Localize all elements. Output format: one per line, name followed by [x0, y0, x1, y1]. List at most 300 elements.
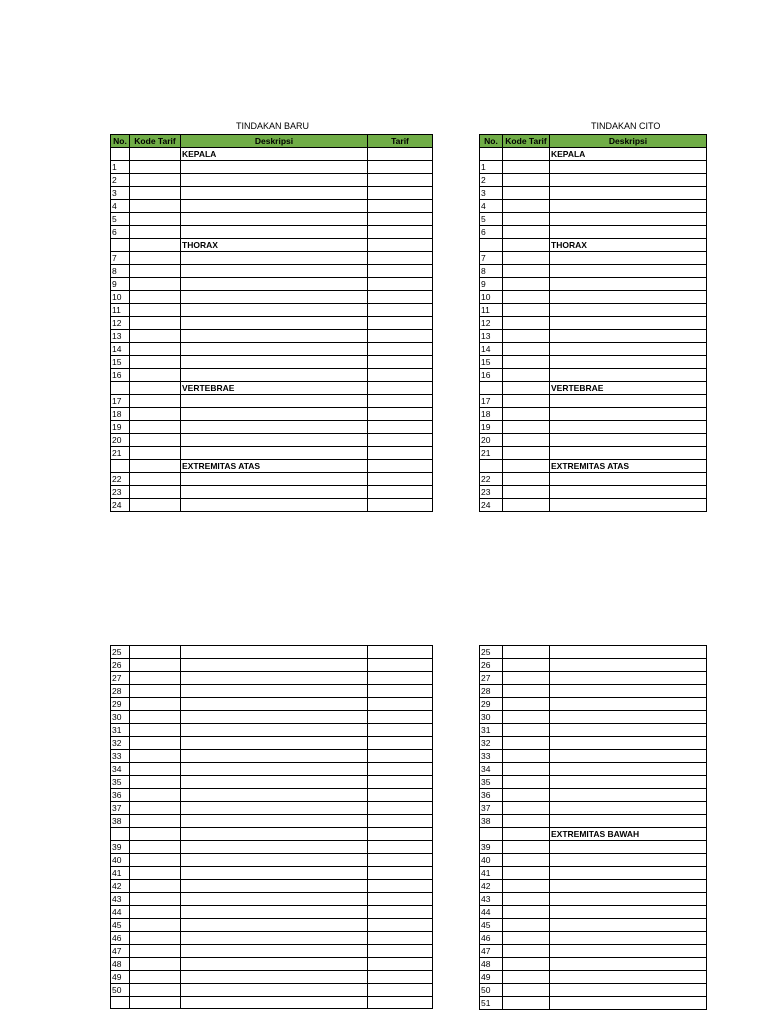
deskripsi-cell [181, 737, 368, 750]
table-row [480, 763, 707, 776]
kode-tarif-cell [130, 200, 181, 213]
kode-tarif-cell [503, 698, 550, 711]
tarif-cell [368, 213, 433, 226]
tarif-cell [368, 724, 433, 737]
deskripsi-cell [181, 356, 368, 369]
tarif-cell [368, 473, 433, 486]
kode-tarif-cell [503, 421, 550, 434]
deskripsi-cell [550, 304, 707, 317]
kode-tarif-cell [130, 447, 181, 460]
table-row [111, 944, 433, 957]
row-number-cell [111, 239, 130, 252]
row-number-cell: 8 [480, 265, 503, 278]
kode-tarif-cell [503, 278, 550, 291]
tarif-cell [368, 265, 433, 278]
table-row [111, 763, 433, 776]
deskripsi-cell [550, 802, 707, 815]
row-number-cell: 19 [480, 421, 503, 434]
tarif-cell [368, 460, 433, 473]
row-number-cell: 43 [111, 892, 130, 905]
table-row [111, 252, 433, 265]
deskripsi-cell [550, 369, 707, 382]
kode-tarif-cell [503, 499, 550, 512]
kode-tarif-cell [503, 486, 550, 499]
row-number-cell: 23 [480, 486, 503, 499]
table-row [480, 919, 707, 932]
kode-tarif-cell [130, 408, 181, 421]
table-row [111, 213, 433, 226]
kode-tarif-cell [130, 996, 181, 1009]
kode-tarif-cell [130, 776, 181, 789]
deskripsi-cell [550, 226, 707, 239]
row-number-cell: 50 [111, 983, 130, 996]
table-row [480, 161, 707, 174]
kode-tarif-cell [503, 252, 550, 265]
kode-tarif-cell [503, 971, 550, 984]
tarif-cell [368, 866, 433, 879]
deskripsi-cell [550, 646, 707, 659]
row-number-cell: 41 [480, 867, 503, 880]
row-number-cell: 44 [111, 905, 130, 918]
deskripsi-cell [550, 698, 707, 711]
kode-tarif-cell [503, 434, 550, 447]
table-row [111, 317, 433, 330]
deskripsi-cell [550, 854, 707, 867]
table-row [111, 866, 433, 879]
table-row [480, 278, 707, 291]
kode-tarif-cell [130, 239, 181, 252]
table-row [111, 892, 433, 905]
row-number-cell [480, 382, 503, 395]
deskripsi-cell [550, 945, 707, 958]
tindakan-cito-table-bottom [479, 645, 707, 1010]
deskripsi-cell [181, 421, 368, 434]
row-number-cell [111, 996, 130, 1009]
kode-tarif-cell [503, 867, 550, 880]
tarif-cell [368, 252, 433, 265]
row-number-cell: 18 [111, 408, 130, 421]
tarif-cell [368, 174, 433, 187]
deskripsi-cell [181, 408, 368, 421]
col-header-no: No. [480, 135, 503, 148]
row-number-cell: 1 [480, 161, 503, 174]
table-row [480, 265, 707, 278]
col-header-deskripsi: Deskripsi [181, 135, 368, 148]
kode-tarif-cell [130, 659, 181, 672]
row-number-cell: 33 [480, 750, 503, 763]
kode-tarif-cell [503, 291, 550, 304]
section-row [480, 239, 707, 252]
table-row [480, 997, 707, 1010]
table-row [111, 265, 433, 278]
row-number-cell: 13 [111, 330, 130, 343]
tarif-cell [368, 646, 433, 659]
tarif-cell [368, 983, 433, 996]
section-row [480, 460, 707, 473]
deskripsi-cell [181, 905, 368, 918]
kode-tarif-cell [130, 892, 181, 905]
table-row [480, 356, 707, 369]
table-row [111, 672, 433, 685]
deskripsi-cell [181, 983, 368, 996]
row-number-cell: 32 [111, 737, 130, 750]
kode-tarif-cell [503, 763, 550, 776]
deskripsi-cell [181, 330, 368, 343]
kode-tarif-cell [503, 854, 550, 867]
deskripsi-cell [181, 853, 368, 866]
row-number-cell: 47 [111, 944, 130, 957]
kode-tarif-cell [130, 789, 181, 802]
table-row [111, 486, 433, 499]
row-number-cell: 30 [480, 711, 503, 724]
deskripsi-cell [550, 659, 707, 672]
row-number-cell: 5 [480, 213, 503, 226]
row-number-cell: 12 [480, 317, 503, 330]
kode-tarif-cell [503, 356, 550, 369]
row-number-cell: 10 [480, 291, 503, 304]
row-number-cell: 11 [480, 304, 503, 317]
kode-tarif-cell [130, 473, 181, 486]
kode-tarif-cell [503, 997, 550, 1010]
table-row [111, 174, 433, 187]
kode-tarif-cell [130, 434, 181, 447]
table-row [111, 447, 433, 460]
kode-tarif-cell [130, 685, 181, 698]
deskripsi-cell [181, 802, 368, 815]
kode-tarif-cell [503, 161, 550, 174]
row-number-cell: 32 [480, 737, 503, 750]
tarif-cell [368, 421, 433, 434]
table-row [480, 421, 707, 434]
deskripsi-cell [181, 957, 368, 970]
deskripsi-cell [181, 879, 368, 892]
tarif-cell [368, 187, 433, 200]
row-number-cell: 19 [111, 421, 130, 434]
table-row [480, 893, 707, 906]
table-row [480, 802, 707, 815]
deskripsi-cell [550, 356, 707, 369]
deskripsi-cell [181, 304, 368, 317]
deskripsi-cell [181, 200, 368, 213]
kode-tarif-cell [130, 187, 181, 200]
table-row [111, 711, 433, 724]
table-row [111, 879, 433, 892]
row-number-cell: 45 [111, 918, 130, 931]
deskripsi-cell [550, 685, 707, 698]
tarif-cell [368, 815, 433, 828]
row-number-cell: 31 [111, 724, 130, 737]
deskripsi-cell [550, 343, 707, 356]
tarif-cell [368, 330, 433, 343]
table-row [111, 802, 433, 815]
table-row [111, 291, 433, 304]
tarif-cell [368, 161, 433, 174]
kode-tarif-cell [503, 711, 550, 724]
table-row [480, 317, 707, 330]
tarif-cell [368, 802, 433, 815]
table-row [480, 932, 707, 945]
row-number-cell: 18 [480, 408, 503, 421]
deskripsi-cell [550, 750, 707, 763]
table-row [111, 737, 433, 750]
tarif-cell [368, 996, 433, 1009]
deskripsi-cell [550, 473, 707, 486]
kode-tarif-cell [503, 148, 550, 161]
col-header-deskripsi: Deskripsi [550, 135, 707, 148]
deskripsi-cell [181, 343, 368, 356]
tarif-cell [368, 776, 433, 789]
tarif-cell [368, 343, 433, 356]
deskripsi-cell [181, 672, 368, 685]
deskripsi-cell [550, 278, 707, 291]
table-row [480, 776, 707, 789]
kode-tarif-cell [503, 685, 550, 698]
table-row [111, 685, 433, 698]
table-row [480, 395, 707, 408]
kode-tarif-cell [503, 213, 550, 226]
kode-tarif-cell [130, 763, 181, 776]
tarif-cell [368, 944, 433, 957]
kode-tarif-cell [503, 304, 550, 317]
row-number-cell: 26 [111, 659, 130, 672]
table-row [480, 685, 707, 698]
row-number-cell [111, 148, 130, 161]
tarif-cell [368, 317, 433, 330]
table-row [480, 226, 707, 239]
row-number-cell: 46 [111, 931, 130, 944]
table-row [111, 473, 433, 486]
deskripsi-cell [181, 763, 368, 776]
row-number-cell: 20 [111, 434, 130, 447]
kode-tarif-cell [503, 239, 550, 252]
deskripsi-cell [181, 776, 368, 789]
row-number-cell [480, 828, 503, 841]
kode-tarif-cell [503, 369, 550, 382]
table-row [111, 970, 433, 983]
kode-tarif-cell [130, 148, 181, 161]
section-row [111, 239, 433, 252]
row-number-cell: 6 [480, 226, 503, 239]
kode-tarif-cell [130, 698, 181, 711]
table-row [480, 499, 707, 512]
deskripsi-cell [181, 486, 368, 499]
deskripsi-cell [550, 486, 707, 499]
deskripsi-cell [550, 724, 707, 737]
kode-tarif-cell [503, 473, 550, 486]
deskripsi-cell [550, 499, 707, 512]
table-row [480, 304, 707, 317]
table-row [111, 499, 433, 512]
kode-tarif-cell [130, 278, 181, 291]
section-label: EXTREMITAS BAWAH [550, 828, 707, 841]
kode-tarif-cell [130, 382, 181, 395]
section-row [111, 382, 433, 395]
row-number-cell: 16 [111, 369, 130, 382]
tarif-cell [368, 711, 433, 724]
kode-tarif-cell [503, 880, 550, 893]
row-number-cell: 34 [480, 763, 503, 776]
kode-tarif-cell [130, 304, 181, 317]
kode-tarif-cell [130, 421, 181, 434]
kode-tarif-cell [130, 161, 181, 174]
table-row [111, 408, 433, 421]
section-row [480, 828, 707, 841]
kode-tarif-cell [503, 330, 550, 343]
kode-tarif-cell [503, 828, 550, 841]
kode-tarif-cell [503, 395, 550, 408]
deskripsi-cell [181, 698, 368, 711]
tarif-cell [368, 892, 433, 905]
tarif-cell [368, 382, 433, 395]
table-row [480, 200, 707, 213]
kode-tarif-cell [130, 265, 181, 278]
section-row [480, 382, 707, 395]
row-number-cell: 20 [480, 434, 503, 447]
row-number-cell: 28 [480, 685, 503, 698]
kode-tarif-cell [130, 970, 181, 983]
kode-tarif-cell [130, 486, 181, 499]
tarif-cell [368, 356, 433, 369]
tarif-cell [368, 434, 433, 447]
kode-tarif-cell [130, 317, 181, 330]
table-row [480, 724, 707, 737]
deskripsi-cell [181, 685, 368, 698]
kode-tarif-cell [130, 802, 181, 815]
tarif-cell [368, 828, 433, 841]
row-number-cell: 35 [111, 776, 130, 789]
kode-tarif-cell [130, 944, 181, 957]
table-row [480, 737, 707, 750]
section-label: KEPALA [550, 148, 707, 161]
row-number-cell: 17 [111, 395, 130, 408]
row-number-cell: 2 [480, 174, 503, 187]
kode-tarif-cell [130, 983, 181, 996]
table-row [111, 659, 433, 672]
row-number-cell: 42 [111, 879, 130, 892]
kode-tarif-cell [130, 291, 181, 304]
table-row [111, 278, 433, 291]
table-row [111, 304, 433, 317]
deskripsi-cell [181, 789, 368, 802]
tarif-cell [368, 486, 433, 499]
tarif-cell [368, 200, 433, 213]
deskripsi-cell [181, 473, 368, 486]
table-row [111, 931, 433, 944]
deskripsi-cell [550, 789, 707, 802]
tarif-cell [368, 291, 433, 304]
table-row [111, 840, 433, 853]
row-number-cell: 43 [480, 893, 503, 906]
deskripsi-cell [550, 971, 707, 984]
deskripsi-cell [181, 815, 368, 828]
kode-tarif-cell [503, 460, 550, 473]
row-number-cell: 47 [480, 945, 503, 958]
tarif-cell [368, 499, 433, 512]
row-number-cell [480, 460, 503, 473]
kode-tarif-cell [130, 343, 181, 356]
kode-tarif-cell [503, 187, 550, 200]
deskripsi-cell [181, 711, 368, 724]
table-row [480, 750, 707, 763]
row-number-cell: 23 [111, 486, 130, 499]
tarif-cell [368, 408, 433, 421]
deskripsi-cell [550, 841, 707, 854]
kode-tarif-cell [130, 226, 181, 239]
deskripsi-cell [181, 646, 368, 659]
row-number-cell: 37 [480, 802, 503, 815]
table-row [480, 646, 707, 659]
tarif-cell [368, 278, 433, 291]
row-number-cell: 21 [111, 447, 130, 460]
deskripsi-cell [550, 265, 707, 278]
table-row [111, 434, 433, 447]
row-number-cell: 11 [111, 304, 130, 317]
row-number-cell: 3 [480, 187, 503, 200]
row-number-cell: 50 [480, 984, 503, 997]
deskripsi-cell [550, 893, 707, 906]
deskripsi-cell [550, 421, 707, 434]
kode-tarif-cell [130, 828, 181, 841]
table-row [111, 905, 433, 918]
kode-tarif-cell [503, 919, 550, 932]
section-label: EXTREMITAS ATAS [550, 460, 707, 473]
table-row [111, 226, 433, 239]
table-row [480, 291, 707, 304]
kode-tarif-cell [503, 815, 550, 828]
table-row [111, 853, 433, 866]
left-table-title: TINDAKAN BARU [236, 121, 310, 131]
row-number-cell: 14 [480, 343, 503, 356]
kode-tarif-cell [130, 460, 181, 473]
deskripsi-cell [181, 892, 368, 905]
row-number-cell: 25 [111, 646, 130, 659]
table-row [480, 213, 707, 226]
section-row [111, 828, 433, 841]
kode-tarif-cell [503, 317, 550, 330]
row-number-cell: 35 [480, 776, 503, 789]
row-number-cell: 1 [111, 161, 130, 174]
kode-tarif-cell [130, 330, 181, 343]
deskripsi-cell [181, 499, 368, 512]
kode-tarif-cell [503, 447, 550, 460]
kode-tarif-cell [503, 984, 550, 997]
table-row [480, 369, 707, 382]
row-number-cell: 27 [111, 672, 130, 685]
row-number-cell: 7 [111, 252, 130, 265]
kode-tarif-cell [503, 802, 550, 815]
kode-tarif-cell [130, 499, 181, 512]
kode-tarif-cell [130, 213, 181, 226]
right-table-title: TINDAKAN CITO [591, 121, 661, 131]
table-row [480, 473, 707, 486]
row-number-cell: 5 [111, 213, 130, 226]
table-row [111, 957, 433, 970]
tarif-cell [368, 931, 433, 944]
table-row [480, 174, 707, 187]
deskripsi-cell [181, 944, 368, 957]
table-row [111, 343, 433, 356]
table-row [480, 880, 707, 893]
row-number-cell: 40 [111, 853, 130, 866]
tarif-cell [368, 226, 433, 239]
row-number-cell: 38 [111, 815, 130, 828]
tarif-cell [368, 698, 433, 711]
kode-tarif-cell [130, 879, 181, 892]
deskripsi-cell [550, 763, 707, 776]
row-number-cell: 36 [480, 789, 503, 802]
section-row [111, 460, 433, 473]
deskripsi-cell [550, 447, 707, 460]
